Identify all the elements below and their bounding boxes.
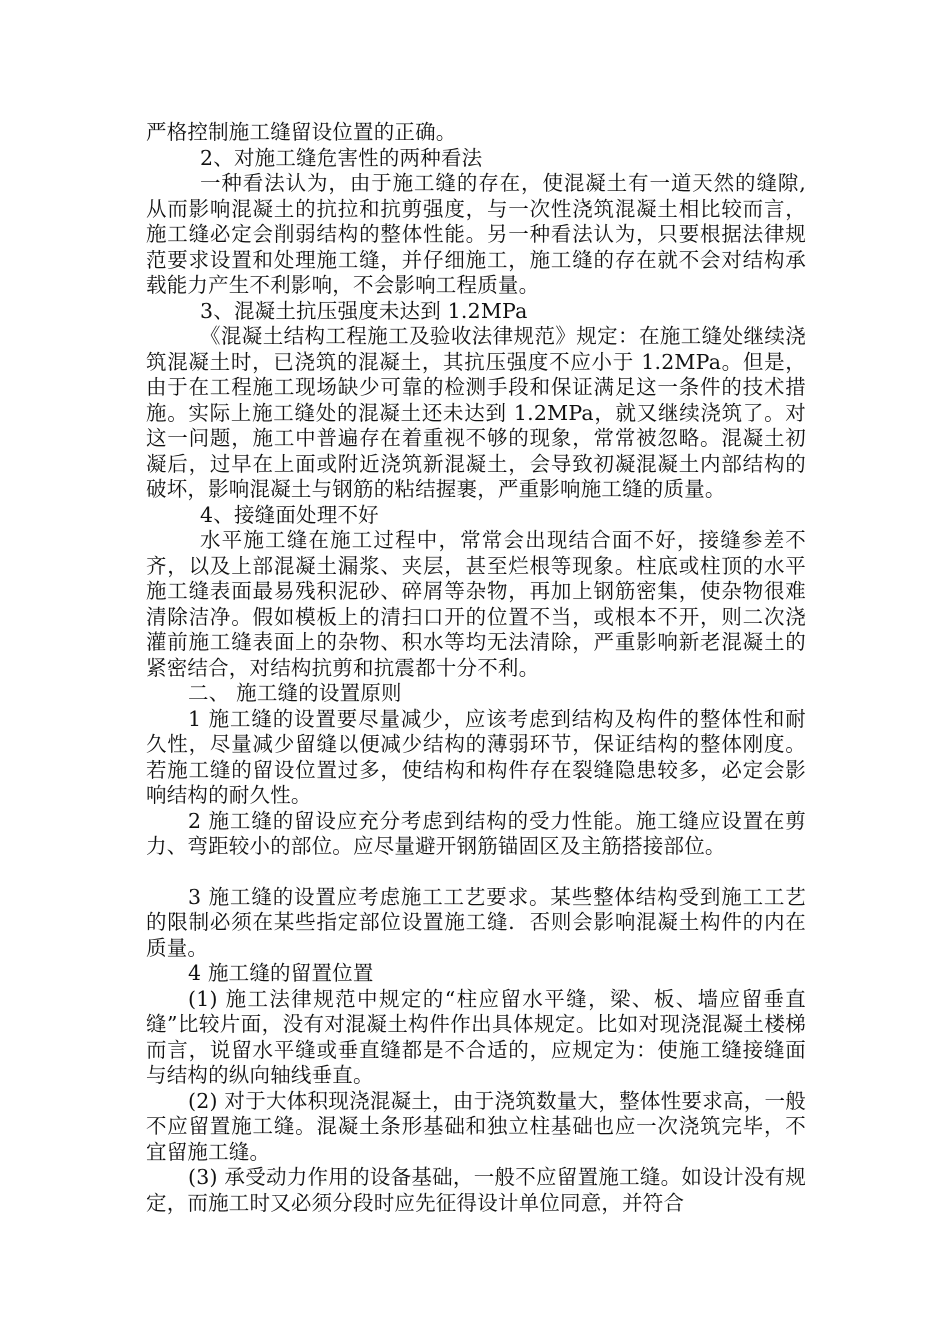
document-body: [146, 120, 806, 1216]
paragraph-item-3: (3) 承受动力作用的设备基础，一般不应留置施工缝。如设计没有规定，而施工时又必须分段时应先征得设计单位同意，并符合: [146, 1165, 806, 1215]
blank-line: [146, 860, 806, 885]
paragraph-principle-2: 2 施工缝的留设应充分考虑到结构的受力性能。施工缝应设置在剪力、弯距较小的部位。应尽量避开钢筋锚固区及主筋搭接部位。: [146, 808, 806, 858]
paragraph-item-2: (2) 对于大体积现浇混凝土，由于浇筑数量大，整体性要求高，一般不应留置施工缝。混凝土条形基础和独立柱基础也应一次浇筑完毕，不宜留施工缝。: [146, 1088, 806, 1164]
paragraph-principle-1: 1 施工缝的设置要尽量减少，应该考虑到结构及构件的整体性和耐久性，尽量减少留缝以便减少结构的薄弱环节，保证结构的整体刚度。若施工缝的留设位置过多，使结构和构件存在裂缝隐患较多，必定会影响结构的耐久性。: [146, 706, 806, 807]
section-heading-4: 4、接缝面处理不好: [200, 502, 379, 527]
paragraph-intro-line: 严格控制施工缝留设位置的正确。: [146, 120, 457, 144]
paragraph-compressive-strength: 《混凝土结构工程施工及验收法律规范》规定：在施工缝处继续浇筑混凝土时，已浇筑的混凝土，其抗压强度不应小于 1.2MPa。但是，由于在工程施工现场缺少可靠的检测手段和保证满足这一条件的技术措施。实际上施工缝处的混凝土还未达到 1.2MPa，就又继续浇筑了。对这一问题，施工中普遍存在着重视不够的现象，常常被忽略。混凝土初凝后，过早在上面或附近浇筑新混凝土，会导致初凝混凝土内部结构的破坏，影响混凝土与钢筋的粘结握裹，严重影响施工缝的质量。: [146, 324, 806, 501]
chapter-heading-principles: 二、 施工缝的设置原则: [188, 681, 402, 705]
section-heading-2: 2、对施工缝危害性的两种看法: [200, 145, 483, 170]
paragraph-two-views: 一种看法认为，由于施工缝的存在，使混凝土有一道天然的缝隙,从而影响混凝土的抗拉和抗剪强度，与一次性浇筑混凝土相比较而言，施工缝必定会削弱结构的整体性能。另一种看法认为，只要根据法律规范要求设置和处理施工缝，并仔细施工，施工缝的存在就不会对结构承载能力产生不利影响，不会影响工程质量。: [146, 171, 806, 297]
paragraph-principle-4-heading: 4 施工缝的留置位置: [188, 961, 374, 985]
paragraph-item-1: (1) 施工法律规范中规定的“柱应留水平缝，梁、板、墙应留垂直缝”比较片面，没有对混凝土构件作出具体规定。比如对现浇混凝土楼梯而言，说留水平缝或垂直缝都是不合适的，应规定为：使施工缝接缝面与结构的纵向轴线垂直。: [146, 986, 806, 1087]
paragraph-principle-3: 3 施工缝的设置应考虑施工工艺要求。某些整体结构受到施工工艺的限制必须在某些指定部位设置施工缝．否则会影响混凝土构件的内在质量。: [146, 884, 806, 960]
paragraph-joint-surface: 水平施工缝在施工过程中，常常会出现结合面不好，接缝参差不齐，以及上部混凝土漏浆、夹层，甚至烂根等现象。柱底或柱顶的水平施工缝表面最易残积泥砂、碎屑等杂物，再加上钢筋密集，使杂物很难清除洁净。假如模板上的清扫口开的位置不当，或根本不开，则二次浇灌前施工缝表面上的杂物、积水等均无法清除，严重影响新老混凝土的紧密结合，对结构抗剪和抗震都十分不利。: [146, 528, 806, 680]
section-heading-3: 3、混凝土抗压强度未达到 1.2MPa: [200, 298, 528, 323]
